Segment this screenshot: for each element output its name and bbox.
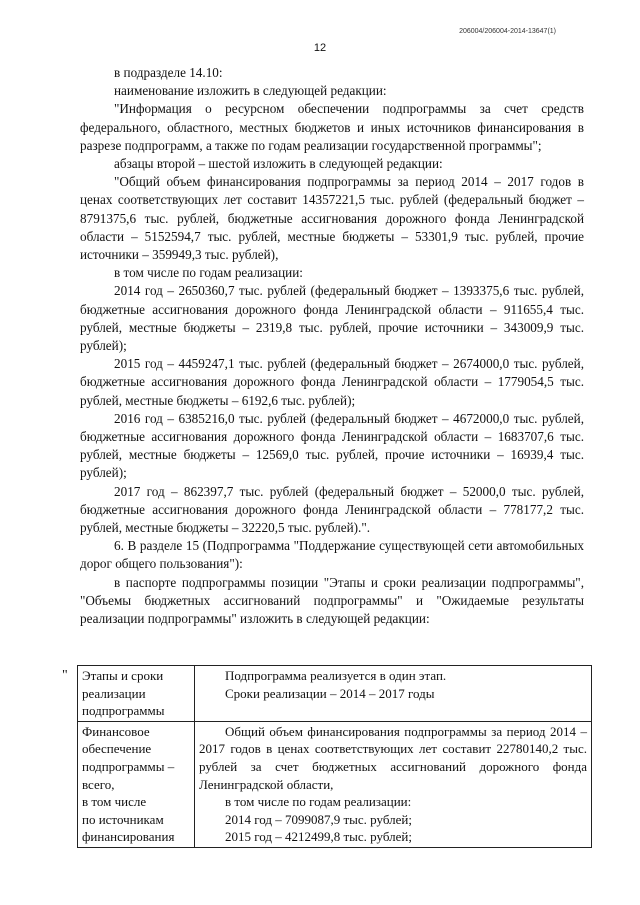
value-line: 2014 год – 7099087,9 тыс. рублей;: [225, 811, 412, 827]
label-line: Этапы и сроки: [82, 668, 164, 683]
label-line: подпрограммы –: [82, 758, 175, 774]
table-cell-label: [78, 666, 195, 722]
passport-table: [77, 665, 592, 848]
paragraph-section-15: 6. В разделе 15 (Подпрограмма "Поддержание существующей сети автомобильных дорог общего пользования"):: [80, 538, 584, 572]
table-row: [78, 666, 592, 722]
label-line: реализации: [82, 685, 146, 701]
document-code: 206004/206004-2014-13647(1): [459, 28, 556, 35]
label-line: в том числе: [82, 794, 147, 810]
label-line: Финансовое: [82, 723, 150, 739]
paragraph-abzac-instruction: абзацы второй – шестой изложить в следующей редакции:: [114, 156, 443, 172]
label-line: подпрограммы: [82, 703, 165, 719]
label-line: всего,: [82, 776, 115, 792]
document-body: [80, 64, 584, 628]
value-line: Подпрограмма реализуется в один этап.: [225, 668, 447, 683]
paragraph-by-years: в том числе по годам реализации:: [114, 265, 303, 281]
paragraph-new-title: "Информация о ресурсном обеспечении подпрограммы за счет средств федерального, областного, местных бюджетов и иных источников финансирования в разрезе подпрограмм, а также по годам реализации государственной программы";: [80, 101, 584, 153]
value-line: 2015 год – 4212499,8 тыс. рублей;: [225, 829, 412, 845]
paragraph-passport-instruction: в паспорте подпрограммы позиции "Этапы и сроки реализации подпрограммы", "Объемы бюджетных ассигнований подпрограммы" и "Ожидаемые результаты реализации подпрограммы" изложить в следующей редакции:: [80, 574, 584, 627]
table-row: [78, 721, 592, 847]
paragraph-year-2016: 2016 год – 6385216,0 тыс. рублей (федеральный бюджет – 4672000,0 тыс. рублей, бюджетные ассигнования дорожного фонда Ленинградской области – 1683707,6 тыс. рублей, местные бюджеты – 12569,0 тыс. рублей, прочие источники – 16939,4 тыс. рублей);: [80, 410, 584, 481]
table-cell-value: [195, 721, 592, 847]
label-line: финансирования: [82, 829, 175, 845]
open-quote-mark: ": [62, 668, 68, 683]
table-cell-label: [78, 721, 195, 847]
paragraph-total-financing: "Общий объем финансирования подпрограммы за период 2014 – 2017 годов в ценах соответствующих лет составит 14357221,5 тыс. рублей (федеральный бюджет – 8791375,6 тыс. рублей, бюджетные ассигнования дорожного фонда Ленинградской области – 5152594,7 тыс. рублей, местные бюджеты – 53301,9 тыс. рублей, прочие источники – 359949,3 тыс. рублей),: [80, 174, 584, 263]
page-number: 12: [313, 42, 327, 54]
value-text: Общий объем финансирования подпрограммы за период 2014 – 2017 годов в ценах соответствующих лет составит 22780140,2 тыс. рублей за счет бюджетных ассигнований дорожного фонда Ленинградской области,: [199, 723, 587, 792]
paragraph-title-instruction: наименование изложить в следующей редакции:: [114, 83, 387, 99]
value-line: в том числе по годам реализации:: [225, 794, 412, 810]
paragraph-year-2017: 2017 год – 862397,7 тыс. рублей (федеральный бюджет – 52000,0 тыс. рублей, бюджетные ассигнования дорожного фонда Ленинградской области – 778177,2 тыс. рублей, местные бюджеты – 32220,5 тыс. рублей).".: [80, 483, 584, 536]
label-line: по источникам: [82, 811, 164, 827]
paragraph-year-2015: 2015 год – 4459247,1 тыс. рублей (федеральный бюджет – 2674000,0 тыс. рублей, бюджетные ассигнования дорожного фонда Ленинградской области – 1779054,5 тыс. рублей, местные бюджеты – 6192,6 тыс. рублей);: [80, 356, 584, 408]
paragraph-subsection: в подразделе 14.10:: [114, 65, 223, 80]
paragraph-year-2014: 2014 год – 2650360,7 тыс. рублей (федеральный бюджет – 1393375,6 тыс. рублей, бюджетные ассигнования дорожного фонда Ленинградской области – 911655,4 тыс. рублей, местные бюджеты – 2319,8 тыс. рублей, прочие источники – 343009,9 тыс. рублей);: [80, 283, 584, 354]
table-cell-value: [195, 666, 592, 722]
value-line: Сроки реализации – 2014 – 2017 годы: [225, 685, 435, 701]
label-line: обеспечение: [82, 741, 152, 757]
